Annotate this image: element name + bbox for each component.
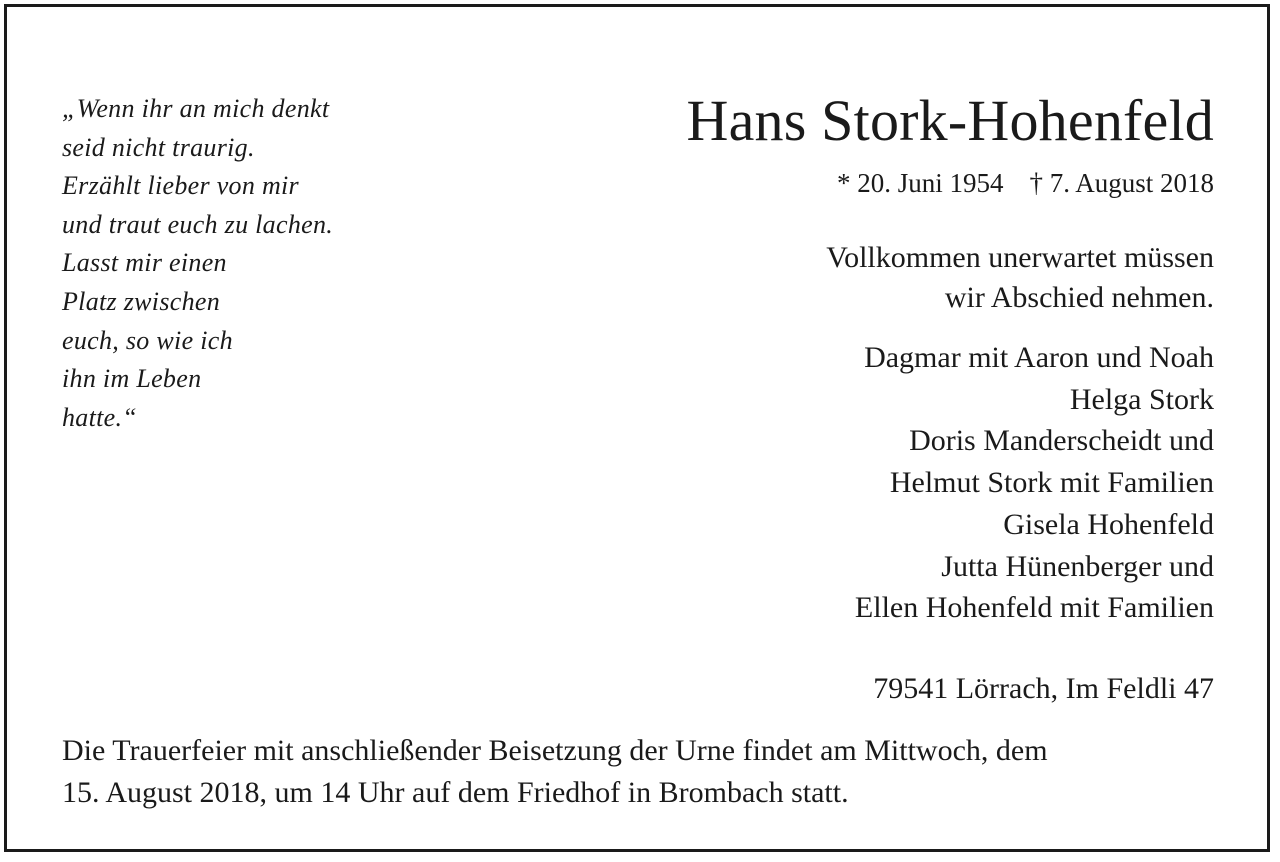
- farewell-line: wir Abschied nehmen.: [944, 281, 1214, 314]
- mourner-line: Dagmar mit Aaron und Noah: [864, 341, 1214, 374]
- poem-line: hatte.“: [62, 402, 138, 432]
- poem-line: und traut euch zu lachen.: [62, 209, 334, 239]
- poem-line: euch, so wie ich: [62, 325, 233, 355]
- poem-line: Platz zwischen: [62, 286, 221, 316]
- poem-line: seid nicht traurig.: [62, 132, 255, 162]
- mourners-list: [855, 337, 1214, 629]
- poem-quote: [62, 90, 333, 437]
- poem-line: „Wenn ihr an mich denkt: [62, 94, 330, 123]
- mourner-line: Helga Stork: [1069, 382, 1214, 416]
- poem-line: Lasst mir einen: [62, 248, 227, 278]
- funeral-ceremony-notice: [62, 730, 1222, 814]
- life-dates: [837, 165, 1214, 201]
- mourner-line: Jutta Hünenberger und: [941, 549, 1214, 583]
- poem-line: Erzählt lieber von mir: [62, 171, 299, 201]
- deceased-name: Hans Stork-Hohenfeld: [686, 88, 1214, 153]
- mourner-line: Gisela Hohenfeld: [1003, 507, 1214, 541]
- mourner-line: Doris Manderscheidt und: [909, 424, 1214, 458]
- mourner-line: Ellen Hohenfeld mit Familien: [854, 591, 1214, 625]
- poem-line: ihn im Leben: [62, 364, 202, 394]
- farewell-line: Vollkommen unerwartet müssen: [826, 241, 1214, 274]
- family-address: 79541 Lörrach, Im Feldli 47: [873, 672, 1214, 705]
- mourner-line: Helmut Stork mit Familien: [889, 466, 1214, 500]
- ceremony-line: Die Trauerfeier mit anschließender Beisetzung der Urne findet am Mittwoch, dem: [62, 734, 1048, 767]
- farewell-message: [826, 238, 1214, 318]
- death-date: † 7. August 2018: [1029, 168, 1214, 198]
- ceremony-line: 15. August 2018, um 14 Uhr auf dem Friedhof in Brombach statt.: [62, 776, 849, 809]
- birth-date: * 20. Juni 1954: [836, 168, 1004, 198]
